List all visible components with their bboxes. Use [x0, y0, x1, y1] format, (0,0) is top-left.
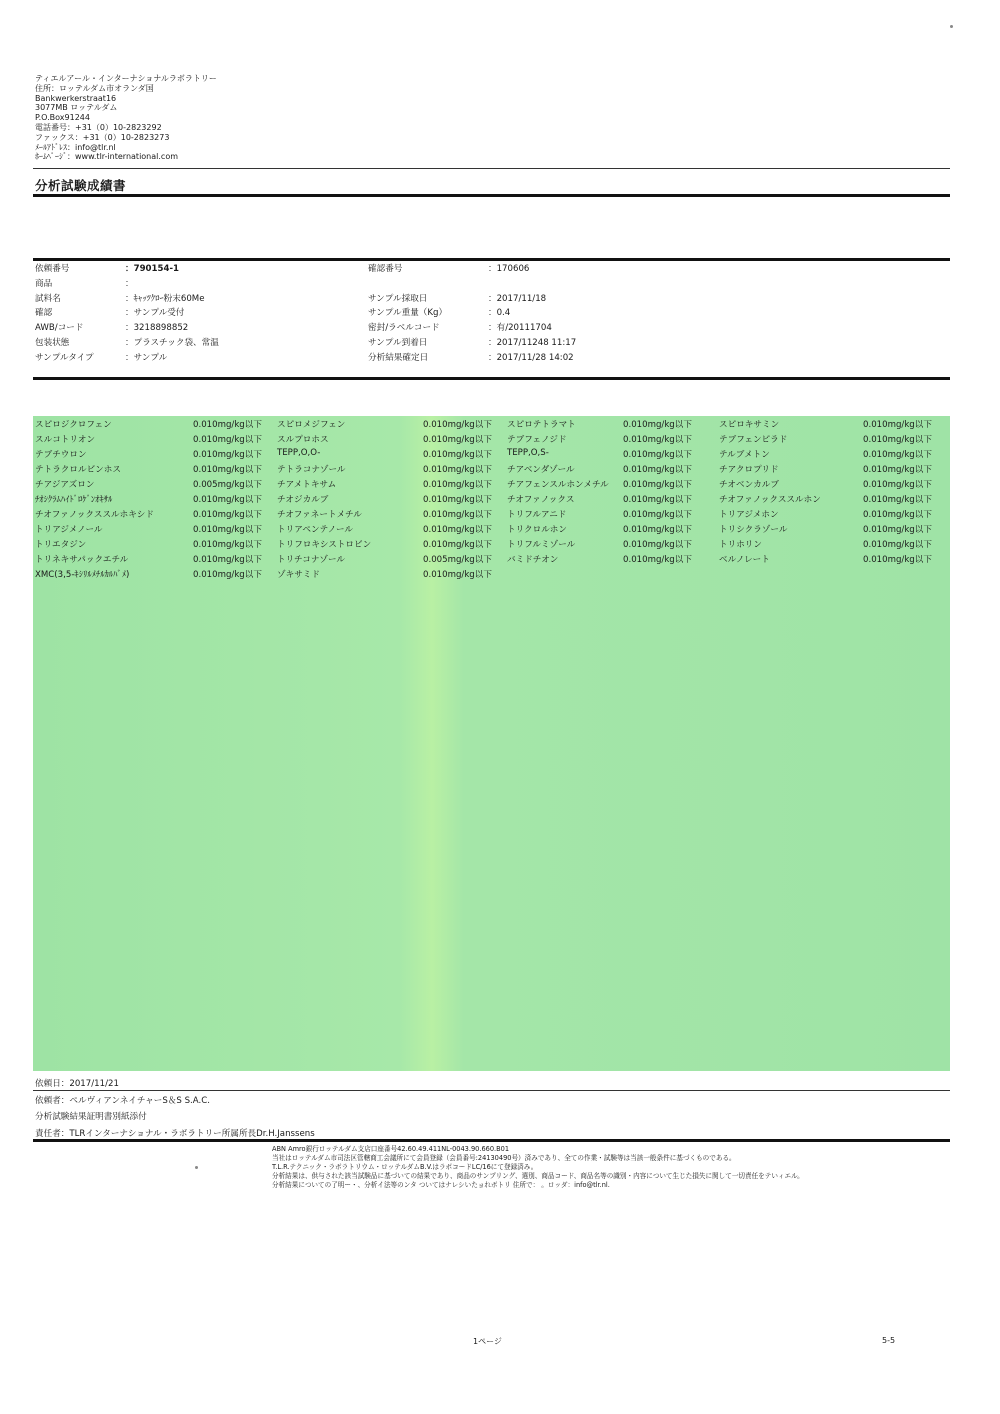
- lab-address: [35, 74, 217, 162]
- compound-name: チアメトキサム: [277, 480, 337, 490]
- info-label: 依頼番号: [35, 264, 70, 274]
- info-label: 試料名: [35, 293, 61, 304]
- compound-value: 0.010mg/kg以下: [623, 495, 692, 505]
- info-value: ：有/20111704: [488, 323, 552, 334]
- lab-website: ﾎｰﾑﾍﾟｰｼﾞ：www.tlr-international.com: [35, 152, 179, 162]
- divider: [33, 168, 950, 169]
- info-label: AWB/コード: [35, 323, 84, 334]
- compound-name: ゾキサミド: [277, 570, 320, 580]
- compound-value: 0.010mg/kg以下: [193, 420, 262, 430]
- compound-name: トリアジメホン: [719, 510, 779, 520]
- info-value: ：0.4: [488, 308, 511, 319]
- compound-value: 0.010mg/kg以下: [423, 420, 492, 430]
- scan-mark: [950, 25, 953, 28]
- compound-name: トリアジメノール: [35, 525, 103, 535]
- sample-info: [33, 262, 950, 366]
- compound-value: 0.010mg/kg以下: [423, 480, 492, 490]
- compound-value: 0.010mg/kg以下: [423, 465, 492, 475]
- compound-value: 0.010mg/kg以下: [623, 510, 692, 520]
- compound-name: スピロメジフェン: [277, 420, 346, 430]
- compound-value: 0.010mg/kg以下: [623, 540, 692, 550]
- compound-value: 0.010mg/kg以下: [623, 525, 692, 535]
- info-row: [33, 292, 950, 307]
- compound-name: XMC(3,5-ｷｼﾘﾙﾒﾁﾙｶﾙﾊﾞﾒ): [35, 570, 130, 580]
- compound-name: テトラクロルビンホス: [35, 465, 121, 475]
- compound-name: チオファネートメチル: [277, 510, 362, 520]
- compound-value: 0.010mg/kg以下: [863, 465, 932, 475]
- compound-name: チアジアズロン: [35, 480, 95, 490]
- info-label: 確認: [35, 308, 53, 319]
- result-row: [33, 493, 950, 508]
- result-row: [33, 433, 950, 448]
- compound-name: チオジカルブ: [277, 495, 329, 505]
- results-table: [33, 418, 950, 583]
- legal-notes: [272, 1145, 804, 1190]
- note-line: ABN Amro銀行ロッテルダム支店口座番号42.60.49.411NL-0043.90.660.B01: [272, 1145, 510, 1153]
- compound-name: ベルノレート: [719, 555, 770, 565]
- divider: [33, 194, 950, 197]
- compound-value: 0.010mg/kg以下: [193, 570, 262, 580]
- compound-name: トリフルミゾール: [507, 540, 576, 550]
- info-row: [33, 321, 950, 336]
- result-row: [33, 568, 950, 583]
- compound-value: 0.010mg/kg以下: [863, 540, 932, 550]
- attachment-note: 分析試験結果証明書別紙添付: [35, 1112, 147, 1122]
- result-row: [33, 523, 950, 538]
- compound-name: チアフェンスルホンメチル: [507, 480, 609, 490]
- compound-value: 0.010mg/kg以下: [193, 510, 262, 520]
- note-line: 当社はロッテルダム市司法区管轄商工会議所にて会員登録（会員番号:24130490号）済みであり、全ての作業・試験等は当該一般条件に基づくものである。: [272, 1154, 736, 1162]
- compound-name: テトラコナゾール: [277, 465, 346, 475]
- compound-name: TEPP,O,S-: [507, 448, 549, 458]
- info-value: ：2017/11248 11:17: [488, 337, 577, 348]
- note-line: T.L.R.テクニック・ラボラトリウム・ロッテルダムB.V.はラボコードLC/16にて登録済み。: [272, 1163, 538, 1171]
- compound-value: 0.010mg/kg以下: [423, 510, 492, 520]
- lab-email: ﾒｰﾙｱﾄﾞﾚｽ：info@tlr.nl: [35, 142, 116, 152]
- compound-value: 0.010mg/kg以下: [863, 510, 932, 520]
- compound-value: 0.010mg/kg以下: [863, 495, 932, 505]
- info-value: ：: [125, 278, 134, 289]
- compound-name: トリエタジン: [35, 540, 87, 550]
- document-title: 分析試験成績書: [35, 178, 127, 193]
- info-row: [33, 306, 950, 321]
- responsible: 責任者：TLRインターナショナル・ラボラトリー所属所長Dr.H.Janssens: [35, 1129, 315, 1139]
- info-row: [33, 262, 950, 277]
- divider: [33, 258, 950, 261]
- result-row: [33, 508, 950, 523]
- info-value: ：サンプル受付: [125, 308, 185, 319]
- result-row: [33, 553, 950, 568]
- compound-name: チアベンダゾール: [507, 465, 575, 475]
- compound-name: テブチウロン: [35, 450, 87, 460]
- lab-phone: 電話番号：+31（0）10-2823292: [35, 122, 162, 132]
- page-reference: 5-5: [882, 1336, 896, 1345]
- compound-value: 0.010mg/kg以下: [863, 555, 932, 565]
- info-value: ：プラスチック袋、常温: [125, 337, 219, 348]
- lab-name: ティエルアール・インターナショナルラボラトリー: [35, 74, 217, 83]
- compound-name: ﾁｵｼｸﾗﾑﾊｲﾄﾞﾛｹﾞﾝｵｷｻﾙ: [35, 495, 113, 505]
- page-number: 1ページ: [473, 1337, 502, 1346]
- note-line: 分析結果は、供与された該当試験品に基づいての結果であり、商品のサンプリング、選別、商品コード、商品名等の識別・内容について生じた損失に関して一切責任をテいィエル。: [272, 1172, 804, 1180]
- compound-name: トリクロルホン: [507, 525, 567, 535]
- lab-street: Bankwerkerstraat16: [35, 93, 117, 103]
- compound-value: 0.010mg/kg以下: [863, 450, 932, 460]
- compound-value: 0.010mg/kg以下: [193, 555, 262, 565]
- compound-value: 0.010mg/kg以下: [623, 480, 692, 490]
- compound-name: スピロキサミン: [719, 420, 780, 430]
- info-label: サンプルタイプ: [35, 352, 94, 363]
- info-label: 確認番号: [368, 264, 403, 274]
- info-value: ：2017/11/18: [488, 293, 547, 304]
- compound-value: 0.010mg/kg以下: [623, 450, 692, 460]
- info-value: ：3218898852: [125, 323, 189, 334]
- divider: [33, 1090, 950, 1091]
- compound-name: テルブメトン: [719, 450, 770, 460]
- result-row: [33, 418, 950, 433]
- compound-name: トリフルアニド: [507, 510, 567, 520]
- info-label: サンプル採取日: [368, 293, 428, 304]
- compound-value: 0.010mg/kg以下: [423, 525, 492, 535]
- compound-value: 0.010mg/kg以下: [863, 525, 932, 535]
- compound-value: 0.010mg/kg以下: [423, 495, 492, 505]
- compound-name: スルプロホス: [277, 435, 329, 445]
- info-value: ：2017/11/28 14:02: [488, 352, 574, 363]
- lab-pobox: P.O.Box91244: [35, 113, 90, 123]
- result-row: [33, 463, 950, 478]
- compound-name: チオファノックススルホキシド: [35, 510, 154, 520]
- result-row: [33, 478, 950, 493]
- compound-name: トリアペンテノール: [277, 525, 353, 535]
- info-label: サンプル重量（Kg）: [368, 308, 448, 319]
- compound-name: テブフェンピラド: [719, 435, 788, 445]
- compound-name: TEPP,O,O-: [277, 448, 321, 458]
- compound-value: 0.010mg/kg以下: [863, 420, 932, 430]
- compound-name: トリシクラゾール: [719, 525, 788, 535]
- compound-value: 0.010mg/kg以下: [423, 540, 492, 550]
- info-label: サンプル到着日: [368, 337, 428, 348]
- compound-name: トリフロキシストロビン: [277, 540, 372, 550]
- info-value: ：790154-1: [125, 264, 180, 274]
- compound-name: バミドチオン: [507, 555, 559, 565]
- compound-name: トリネキサパックエチル: [35, 555, 129, 565]
- lab-postcode: 3077MB ロッテルダム: [35, 103, 118, 113]
- compound-name: チオファノックススルホン: [719, 495, 821, 505]
- divider: [33, 1139, 950, 1142]
- lab-fax: ファックス：+31（0）10-2823273: [35, 132, 170, 142]
- info-label: 包装状態: [35, 337, 70, 348]
- compound-name: テブフェノジド: [507, 435, 567, 445]
- compound-value: 0.005mg/kg以下: [423, 555, 492, 565]
- lab-address-line: 住所：ロッテルダム市オランダ国: [35, 83, 154, 93]
- info-label: 商品: [35, 278, 53, 289]
- compound-value: 0.010mg/kg以下: [623, 555, 692, 565]
- info-value: ：170606: [488, 264, 530, 274]
- compound-value: 0.010mg/kg以下: [423, 570, 492, 580]
- compound-value: 0.010mg/kg以下: [193, 465, 262, 475]
- compound-name: チオファノックス: [507, 495, 575, 505]
- info-label: 密封/ラベルコード: [368, 323, 440, 334]
- divider: [33, 377, 950, 380]
- info-row: [33, 277, 950, 292]
- compound-value: 0.010mg/kg以下: [623, 465, 692, 475]
- compound-value: 0.010mg/kg以下: [423, 450, 492, 460]
- compound-name: スピロジクロフェン: [35, 420, 112, 430]
- compound-value: 0.010mg/kg以下: [623, 435, 692, 445]
- compound-value: 0.010mg/kg以下: [193, 495, 262, 505]
- compound-name: スピロテトラマト: [507, 420, 576, 430]
- compound-name: チオベンカルブ: [719, 480, 779, 490]
- scan-mark: [195, 1166, 198, 1169]
- result-row: [33, 448, 950, 463]
- compound-value: 0.010mg/kg以下: [193, 450, 262, 460]
- compound-value: 0.010mg/kg以下: [863, 435, 932, 445]
- compound-value: 0.010mg/kg以下: [193, 435, 262, 445]
- compound-name: スルコトリオン: [35, 435, 96, 445]
- compound-value: 0.010mg/kg以下: [863, 480, 932, 490]
- info-value: ：ｷｬｯﾂｸﾛｰ粉末60Me: [125, 293, 205, 304]
- info-label: 分析結果確定日: [368, 352, 429, 363]
- compound-name: チアクロプリド: [719, 465, 779, 475]
- info-value: ：サンプル: [125, 352, 168, 363]
- client: 依頼者：ペルヴィアンネイチャーS＆S S.A.C.: [35, 1096, 210, 1106]
- note-line: 分析結果についての了明ー・、分析イ法等のンタ ついてはナレシいたョれボトリ 住所で： 。ロッダ：info@tlr.nl.: [272, 1181, 610, 1189]
- info-row: [33, 336, 950, 351]
- compound-name: トリホリン: [719, 540, 762, 550]
- compound-value: 0.010mg/kg以下: [623, 420, 692, 430]
- compound-value: 0.010mg/kg以下: [193, 540, 262, 550]
- info-row: [33, 351, 950, 366]
- compound-value: 0.005mg/kg以下: [193, 480, 262, 490]
- compound-name: トリチコナゾール: [277, 555, 345, 565]
- compound-value: 0.010mg/kg以下: [193, 525, 262, 535]
- request-date: 依頼日：2017/11/21: [35, 1079, 119, 1089]
- compound-value: 0.010mg/kg以下: [423, 435, 492, 445]
- result-row: [33, 538, 950, 553]
